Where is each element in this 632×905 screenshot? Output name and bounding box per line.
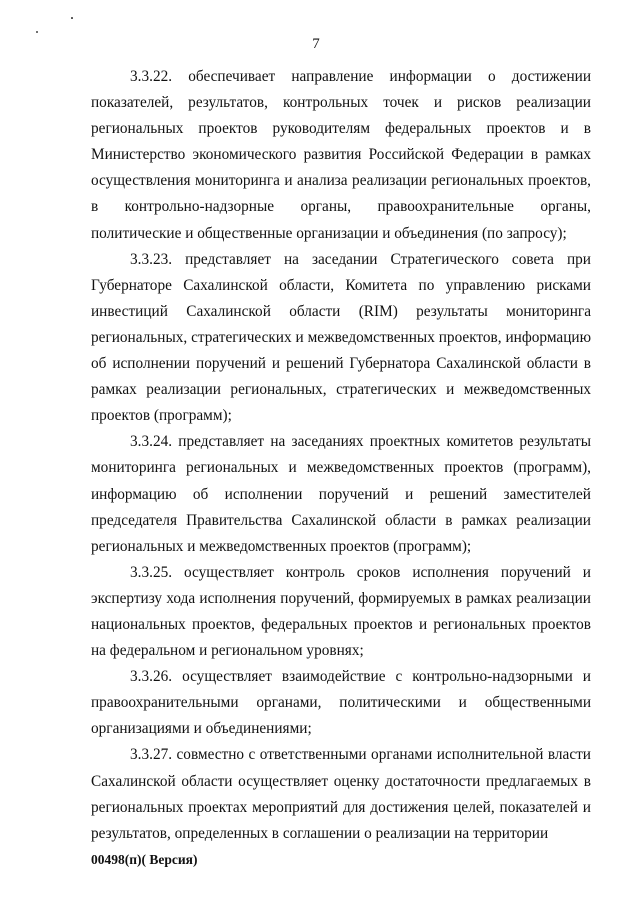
paragraph-3-3-25: 3.3.25. осуществляет контроль сроков исполнения поручений и экспертизу хода исполнения поручений, формируемых в рамках реализации национальных проектов, федеральных проектов и региональных проектов на федеральном и региональном уровнях; — [91, 563, 591, 660]
paragraph-3-3-22: 3.3.22. обеспечивает направление информации о достижении показателей, результатов, контрольных точек и рисков реализации региональных проектов руководителям федеральных проектов и в Министерство экономического развития Российской Федерации в рамках осуществления мониторинга и анализа реализации региональных проектов, в контрольно-надзорные органы, правоохранительные органы, политические и общественные организации и объединения (по запросу); — [91, 68, 591, 242]
paragraph-3-3-23: 3.3.23. представляет на заседании Стратегического совета при Губернаторе Сахалинской области, Комитета по управлению рисками инвестиций Сахалинской области (RIM) результаты мониторинга региональных, стратегических и межведомственных проектов, информацию об исполнении поручений и решений Губернатора Сахалинской области в рамках реализации региональных, стратегических и межведомственных проектов (программ); — [91, 250, 591, 425]
paragraph-3-3-26: 3.3.26. осуществляет взаимодействие с контрольно-надзорными и правоохранительными органами, политическими и общественными организациями и объединениями; — [91, 668, 591, 738]
document-code: 00498(п)( Версия) — [91, 852, 198, 867]
paragraph-3-3-27: 3.3.27. совместно с ответственными органами исполнительной власти Сахалинской области осуществляет оценку достаточности предлагаемых в региональных проектах мероприятий для достижения целей, показателей и результатов, определенных в соглашении о реализации на территории — [91, 746, 591, 842]
scan-speck — [71, 17, 73, 19]
paragraph-3-3-24: 3.3.24. представляет на заседаниях проектных комитетов результаты мониторинга региональных и межведомственных проектов (программ), информацию об исполнении поручений и решений заместителей председателя Правительства Сахалинской области в рамках реализации региональных и межведомственных проектов (программ); — [91, 433, 591, 555]
document-body — [91, 64, 591, 847]
page-number: 7 — [312, 36, 320, 52]
scan-speck — [36, 31, 38, 33]
